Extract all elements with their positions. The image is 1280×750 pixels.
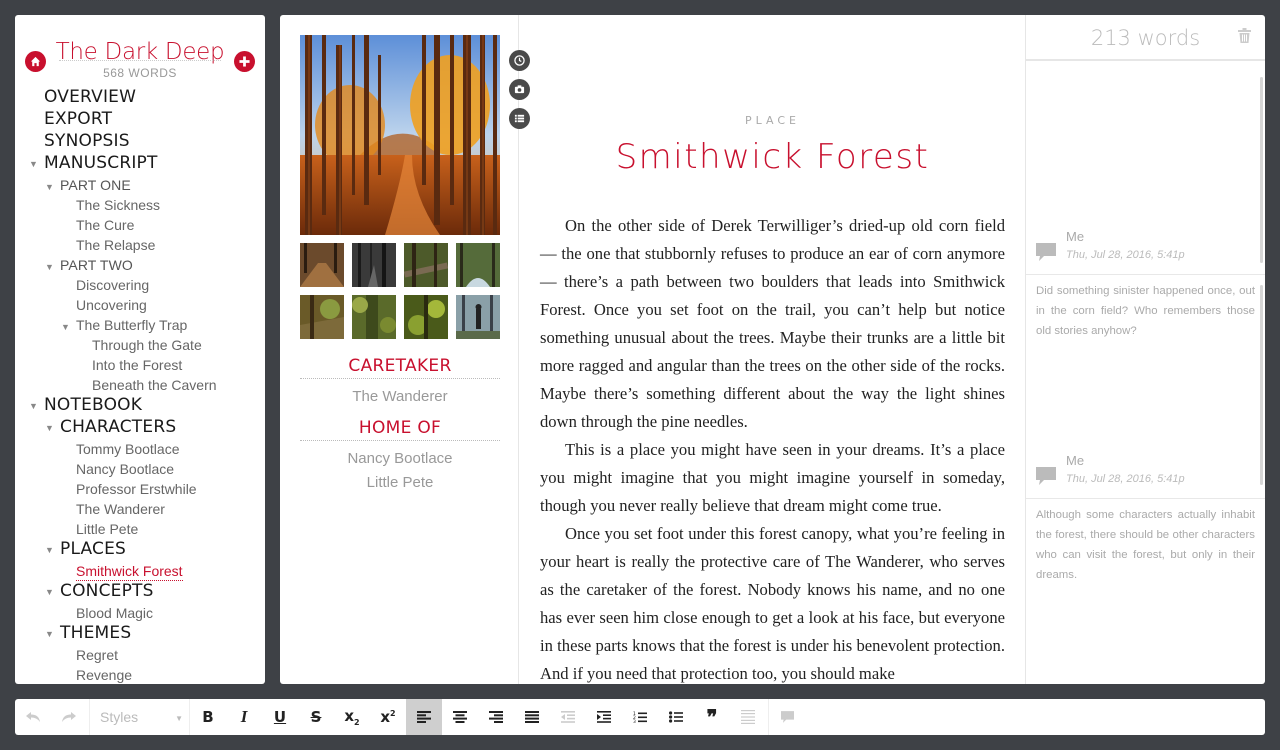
nav-label: Tommy Bootlace xyxy=(76,441,180,457)
formatting-toolbar xyxy=(15,699,1265,735)
nav-label: Through the Gate xyxy=(92,337,202,353)
document-type-label: PLACE xyxy=(745,114,800,127)
nav-label: Professor Erstwhile xyxy=(76,481,197,497)
trash-icon xyxy=(1238,28,1251,43)
metadata-column xyxy=(280,15,520,684)
toolbar-separator xyxy=(89,699,90,735)
document-editor[interactable] xyxy=(520,15,1025,684)
sidebar xyxy=(15,15,265,684)
document-body[interactable] xyxy=(540,212,1005,684)
align-right-button[interactable] xyxy=(478,699,514,735)
comment-scrollbar[interactable] xyxy=(1260,285,1263,485)
divider xyxy=(59,60,221,61)
align-center-button[interactable] xyxy=(442,699,478,735)
comment-header xyxy=(1026,443,1265,499)
caretaker-heading: CARETAKER xyxy=(300,356,500,379)
justify-button[interactable] xyxy=(514,699,550,735)
nav-label: Little Pete xyxy=(76,521,139,537)
nav-label: PART ONE xyxy=(60,177,131,193)
superscript-icon: $x^2$ xyxy=(380,708,396,726)
quote-icon: ❞ xyxy=(706,705,718,729)
caretaker-link[interactable]: The Wanderer xyxy=(352,388,448,405)
nav-label: PLACES xyxy=(60,539,127,559)
nav-label: Into the Forest xyxy=(92,357,183,373)
add-comment-button[interactable] xyxy=(769,699,805,735)
italic-icon: I xyxy=(240,707,248,726)
bold-button[interactable] xyxy=(190,699,226,735)
undo-button[interactable] xyxy=(15,699,51,735)
expand-triangle-icon[interactable]: ▼ xyxy=(45,545,54,555)
comment-scrollbar[interactable] xyxy=(1260,77,1263,263)
nav-label: The Cure xyxy=(76,217,135,233)
project-title[interactable]: The Dark Deep xyxy=(55,39,225,65)
strikethrough-icon: S xyxy=(310,708,322,726)
align-left-icon xyxy=(417,711,431,723)
home-of-link[interactable]: Little Pete xyxy=(366,474,434,491)
outdent-button[interactable] xyxy=(550,699,586,735)
styles-dropdown[interactable] xyxy=(91,699,189,735)
comment-author: Me xyxy=(1066,229,1085,244)
undo-icon xyxy=(25,711,41,723)
horizontal-rule-icon xyxy=(741,710,755,724)
indent-button[interactable] xyxy=(586,699,622,735)
svg-text:1: 1 xyxy=(633,712,636,717)
nav-label: Revenge xyxy=(76,667,133,683)
trash-button[interactable] xyxy=(1238,28,1251,48)
thumbnail-image[interactable] xyxy=(352,243,396,287)
nav-label: Uncovering xyxy=(76,297,147,313)
strikethrough-button[interactable] xyxy=(298,699,334,735)
expand-triangle-icon[interactable]: ▼ xyxy=(45,262,54,272)
nav-label: The Wanderer xyxy=(76,501,165,517)
redo-button[interactable] xyxy=(51,699,87,735)
thumbnail-image[interactable] xyxy=(456,295,500,339)
expand-triangle-icon[interactable]: ▼ xyxy=(45,629,54,639)
outdent-icon xyxy=(561,711,575,723)
nav-label: Nancy Bootlace xyxy=(76,461,175,477)
comment-bubble-icon xyxy=(1036,467,1056,485)
subscript-icon: $x_2$ xyxy=(344,707,360,727)
nav-label: CHARACTERS xyxy=(60,417,177,437)
styles-dropdown-label: Styles xyxy=(100,709,139,725)
underline-button[interactable] xyxy=(262,699,298,735)
nav-label: NOTEBOOK xyxy=(44,395,143,415)
align-left-button[interactable] xyxy=(406,699,442,735)
numbered-list-icon xyxy=(633,711,647,723)
paragraph[interactable]: On the other side of Derek Terwilliger’s dried-up old corn field — the one that stubbornly refuses to produce an ear of corn anymore — there’s a path between two boulders that leads into Smithwick Forest. Once you set foot on the trail, you can’t help but notice something unusual about the trees. Maybe their trunks are a little bit more ragged and angular than the trees on the other side of the rocks. Maybe there’s something different about the way the light shines down through the pine needles. xyxy=(540,216,1005,431)
project-word-count: 568 WORDS xyxy=(103,66,177,80)
nav-label: OVERVIEW xyxy=(44,87,137,107)
bold-icon: B xyxy=(202,708,214,726)
bullet-list-button[interactable] xyxy=(658,699,694,735)
nav-label: Discovering xyxy=(76,277,150,293)
paragraph[interactable]: Once you set foot under this forest canopy, what you’re feeling in your heart is really the protective care of The Wanderer, who serves as the caretaker of the forest. Nobody knows his name, and no one has ever seen him close enough to get a look at his face, but everyone in these parts knows that the forest is under his benevolent protection. And if you need that protection too, you should make xyxy=(540,524,1005,683)
hero-image[interactable] xyxy=(300,35,500,235)
expand-triangle-icon[interactable]: ▼ xyxy=(45,423,54,433)
document-title[interactable]: Smithwick Forest xyxy=(615,137,930,177)
italic-button[interactable] xyxy=(226,699,262,735)
align-center-icon xyxy=(453,711,467,723)
home-of-heading: HOME OF xyxy=(300,418,500,441)
comment-header xyxy=(1026,219,1265,275)
nav-label: EXPORT xyxy=(44,109,113,129)
indent-icon xyxy=(597,711,611,723)
thumbnail-image[interactable] xyxy=(352,295,396,339)
comment-icon xyxy=(781,711,794,723)
align-justify-icon xyxy=(525,711,539,723)
expand-triangle-icon[interactable]: ▼ xyxy=(45,182,54,192)
nav-label: The Relapse xyxy=(76,237,156,253)
comment-timestamp: Thu, Jul 28, 2016, 5:41p xyxy=(1066,249,1185,261)
thumbnail-image[interactable] xyxy=(300,295,344,339)
comment-text[interactable]: Did something sinister happened once, out in the corn field? Who remembers those old stories anyhow? xyxy=(1036,285,1255,337)
nav-label: The Sickness xyxy=(76,197,161,213)
numbered-list-button[interactable] xyxy=(622,699,658,735)
expand-triangle-icon[interactable]: ▼ xyxy=(45,587,54,597)
comment-bubble-icon xyxy=(1036,243,1056,261)
align-right-icon xyxy=(489,711,503,723)
caret-down-icon: ▼ xyxy=(175,714,183,723)
nav-label: The Butterfly Trap xyxy=(76,317,188,333)
home-of-link[interactable]: Nancy Bootlace xyxy=(347,450,453,467)
subscript-button[interactable] xyxy=(334,699,370,735)
paragraph[interactable]: This is a place you might have seen in your dreams. It’s a place you might imagine that you might imagine yourself in someday, though you never really believe that dream might come true. xyxy=(540,440,1005,515)
expand-triangle-icon[interactable]: ▼ xyxy=(29,401,38,411)
expand-triangle-icon[interactable]: ▼ xyxy=(61,322,70,332)
nav-label: Beneath the Cavern xyxy=(92,377,217,393)
main-panel xyxy=(280,15,1265,684)
nav-label: Smithwick Forest xyxy=(76,563,183,579)
nav-label: Regret xyxy=(76,647,119,663)
nav-label: CONCEPTS xyxy=(60,581,154,601)
thumbnail-image[interactable] xyxy=(300,243,344,287)
nav-label: THEMES xyxy=(60,623,132,643)
bullet-list-icon xyxy=(669,711,683,723)
nav-label: SYNOPSIS xyxy=(44,131,130,151)
nav-label: Blood Magic xyxy=(76,605,154,621)
thumbnail-image[interactable] xyxy=(456,243,500,287)
thumbnail-image[interactable] xyxy=(404,295,448,339)
comment-timestamp: Thu, Jul 28, 2016, 5:41p xyxy=(1066,473,1185,485)
comment[interactable] xyxy=(1026,219,1265,341)
document-word-count: 213 words xyxy=(1026,15,1265,61)
nav-label: PART TWO xyxy=(60,257,133,273)
comment-author: Me xyxy=(1066,453,1085,468)
expand-triangle-icon[interactable]: ▼ xyxy=(29,159,38,169)
superscript-button[interactable] xyxy=(370,699,406,735)
redo-icon xyxy=(61,711,77,723)
comment-text[interactable]: Although some characters actually inhabit the forest, there should be other characters who can visit the forest, but only in their dreams. xyxy=(1036,509,1255,581)
comment[interactable] xyxy=(1026,443,1265,585)
horizontal-rule-button[interactable] xyxy=(730,699,766,735)
blockquote-button[interactable] xyxy=(694,699,730,735)
comments-panel xyxy=(1025,15,1265,684)
svg-text:3: 3 xyxy=(633,720,636,723)
nav-label: MANUSCRIPT xyxy=(44,153,158,173)
underline-icon: U xyxy=(273,708,287,726)
thumbnail-image[interactable] xyxy=(404,243,448,287)
svg-text:2: 2 xyxy=(633,716,636,721)
